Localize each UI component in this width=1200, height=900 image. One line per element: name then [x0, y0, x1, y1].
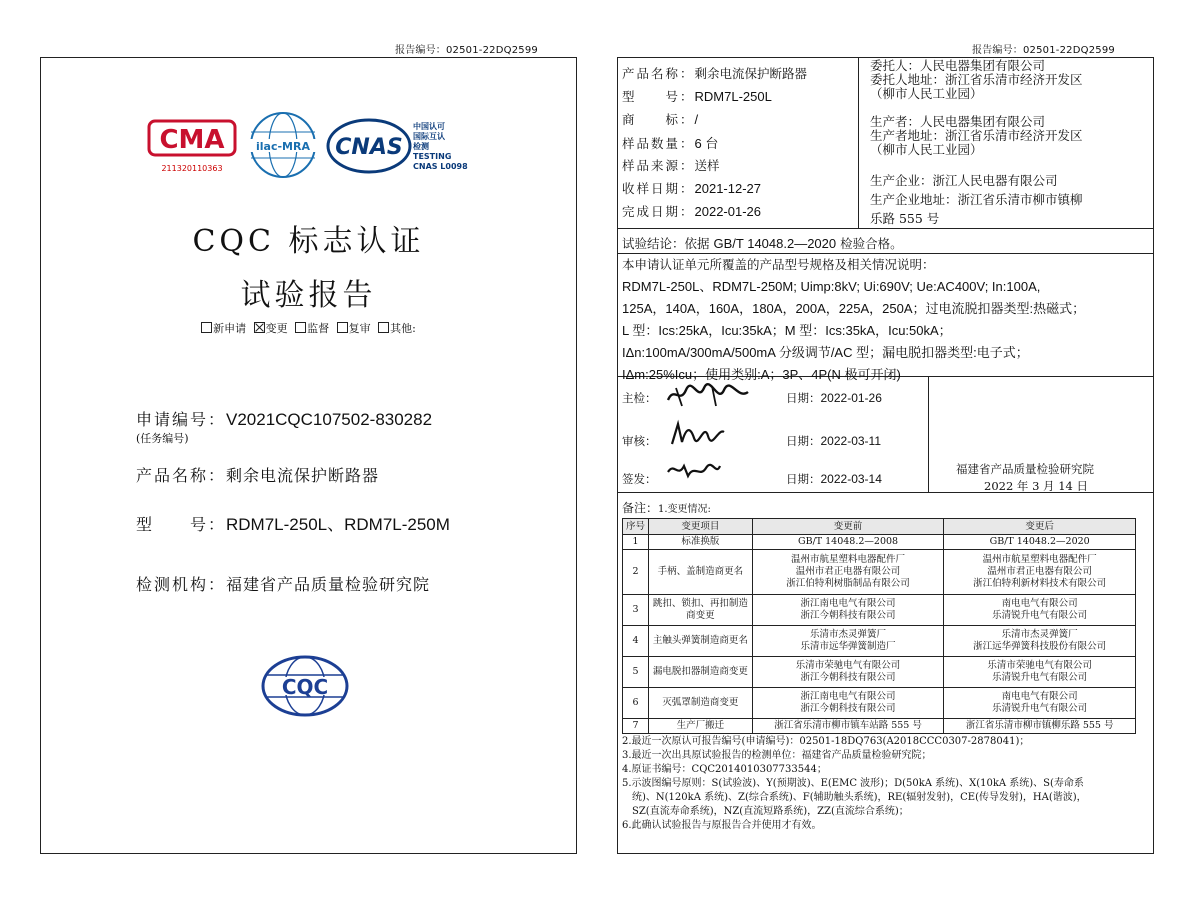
scope-line-2: 125A，140A，160A，180A，200A，225A，250A；过电流脱扣器类型:热磁式； [622, 301, 1086, 316]
model-value: RDM7L-250L、RDM7L-250M [226, 515, 450, 534]
note-line: 统)、N(120kA 系统)、Z(综合系统)、F(辅助触头系统)，RE(辐射发射)，CE(传导发射)，HA(谐波)， [622, 792, 1087, 803]
client-info [870, 59, 1083, 101]
product-name: 剩余电流保护断路器 [694, 66, 808, 81]
cell-item: 手柄、盖制造商更名 [648, 550, 752, 595]
client-address: 委托人地址：浙江省乐清市经济开发区 [870, 72, 1083, 87]
factory-info [870, 171, 1083, 228]
right-report-number: 报告编号：02501-22DQ2599 [972, 45, 1115, 56]
remarks-notes [622, 735, 1087, 833]
cell-item: 灭弧罩制造商变更 [648, 688, 752, 719]
cell-before: 浙江南电电气有限公司 浙江今朝科技有限公司 [752, 595, 944, 626]
trademark: / [694, 112, 699, 127]
issuer-signature [664, 458, 724, 488]
cell-before: 浙江南电电气有限公司 浙江今朝科技有限公司 [752, 688, 944, 719]
table-row [623, 595, 1136, 626]
model-row: 型 号：RDM7L-250L [622, 89, 772, 104]
test-conclusion: 试验结论：依据 GB/T 14048.2—2020 检验合格。 [622, 236, 903, 251]
checkbox-other[interactable]: 其他: [378, 320, 416, 336]
testing-lab-value: 福建省产品质量检验研究院 [226, 575, 431, 594]
application-number-value: V2021CQC107502-830282 [226, 410, 433, 429]
note-line: 3.最近一次出具原试验报告的检测单位：福建省产品质量检验研究院； [622, 750, 932, 761]
remarks-header: 备注：1.变更情况: [622, 501, 711, 515]
cell-no: 1 [623, 535, 649, 550]
received-date-row: 收样日期：2021-12-27 [622, 181, 762, 196]
producer-address: 生产者地址：浙江省乐清市经济开发区 [870, 128, 1083, 143]
scope-title: 本申请认证单元所覆盖的产品型号规格及相关情况说明： [622, 257, 935, 272]
cma-code: 211320110363 [161, 164, 223, 173]
table-row [623, 535, 1136, 550]
note-line: 2.最近一次原认可报告编号(申请编号)：02501-18DQ763(A2018CCC0307-2878041)； [622, 736, 1030, 747]
cnas-text: 中国认可 国际互认 检测 TESTING CNAS L0098 [413, 122, 468, 171]
cover-page [40, 57, 577, 854]
scope-description [622, 254, 1085, 386]
application-number-label: 申请编号： [136, 410, 227, 429]
details-page [617, 57, 1154, 854]
cell-after: 乐清市荣驰电气有限公司 乐清锐升电气有限公司 [944, 657, 1136, 688]
reviewer-signature [668, 418, 728, 452]
cell-no: 2 [623, 550, 649, 595]
application-number-field [136, 407, 432, 430]
product-name-value: 剩余电流保护断路器 [226, 466, 380, 485]
cell-after: 乐清市杰灵弹簧厂 浙江远华弹簧科技股份有限公司 [944, 626, 1136, 657]
scope-line-5: IΔm:25%Icu；使用类别:A；3P、4P(N 极可开闭) [622, 367, 901, 382]
col-item: 变更项目 [648, 519, 752, 535]
report-type-checkboxes [41, 320, 576, 336]
cell-item: 漏电脱扣器制造商变更 [648, 657, 752, 688]
issuer-date: 日期：2022-03-14 [786, 472, 882, 486]
product-name-row: 产品名称：剩余电流保护断路器 [622, 66, 808, 81]
cell-no: 4 [623, 626, 649, 657]
testing-lab-label: 检测机构： [136, 575, 227, 594]
institute-name: 福建省产品质量检验研究院 [956, 462, 1094, 476]
client-name: 委托人：人民电器集团有限公司 [870, 58, 1046, 73]
completed-date: 2022-01-26 [694, 204, 762, 219]
model-label: 型 号： [136, 515, 227, 534]
product-name-label: 产品名称： [136, 466, 227, 485]
col-before: 变更前 [752, 519, 944, 535]
factory-address: 生产企业地址：浙江省乐清市柳市镇柳 [870, 192, 1083, 207]
col-after: 变更后 [944, 519, 1136, 535]
cell-after: GB/T 14048.2—2020 [944, 535, 1136, 550]
testing-lab-field [136, 572, 430, 595]
trademark-row: 商 标：/ [622, 112, 699, 127]
sample-qty-row: 样品数量：6 台 [622, 136, 719, 151]
cell-no: 6 [623, 688, 649, 719]
reviewer-date: 日期：2022-03-11 [786, 434, 881, 448]
issuer-label: 签发： [622, 472, 657, 486]
cell-item: 跳扣、锁扣、再扣制造商变更 [648, 595, 752, 626]
inspector-label: 主检： [622, 391, 657, 405]
inspector-signature [664, 380, 754, 414]
completed-date-row: 完成日期：2022-01-26 [622, 204, 762, 219]
svg-text:ilac-MRA: ilac-MRA [256, 140, 310, 153]
table-row [623, 626, 1136, 657]
cell-before: 乐清市杰灵弹簧厂 乐清市远华弹簧制造厂 [752, 626, 944, 657]
cell-no: 5 [623, 657, 649, 688]
checkbox-supervision[interactable]: 监督 [295, 320, 329, 336]
svg-text:CQC: CQC [281, 675, 329, 699]
left-report-number: 报告编号：02501-22DQ2599 [395, 45, 538, 56]
note-line: 6.此确认试验报告与原报告合并使用才有效。 [622, 820, 822, 831]
col-no: 序号 [623, 519, 649, 535]
cnas-logo [326, 118, 412, 178]
logo-row [41, 110, 576, 190]
sample-qty: 6 台 [694, 136, 719, 151]
sample-source: 送样 [694, 158, 720, 173]
cell-before: GB/T 14048.2—2008 [752, 535, 944, 550]
table-row [623, 657, 1136, 688]
note-line: 5.示波图编号原则：S(试验波)、Y(预期波)、E(EMC 波形)；D(50kA 系统)、X(10kA 系统)、S(寿命系 [622, 778, 1084, 789]
sample-source-row: 样品来源：送样 [622, 158, 720, 173]
producer-info [870, 115, 1083, 157]
note-line: 4.原证书编号：CQC2014010307733544； [622, 764, 827, 775]
client-address-2: （柳市人民工业园） [870, 86, 983, 101]
issue-date: 2022 年 3 月 14 日 [984, 479, 1088, 493]
cell-no: 7 [623, 719, 649, 734]
scope-line-4: IΔn:100mA/300mA/500mA 分级调节/AC 型；漏电脱扣器类型:电子式； [622, 345, 1029, 360]
cell-item: 标准换版 [648, 535, 752, 550]
scope-line-1: RDM7L-250L、RDM7L-250M; Uimp:8kV; Ui:690V; Ue:AC400V; In:100A, [622, 279, 1041, 294]
task-number-label: (任务编号) [136, 432, 189, 445]
product-name-field [136, 463, 379, 486]
producer-name: 生产者：人民电器集团有限公司 [870, 114, 1046, 129]
cell-item: 生产厂搬迁 [648, 719, 752, 734]
ilac-mra-logo [243, 110, 323, 180]
table-row [623, 719, 1136, 734]
received-date: 2021-12-27 [694, 181, 762, 196]
model: RDM7L-250L [694, 89, 772, 104]
svg-text:CMA: CMA [159, 125, 225, 155]
cell-after: 温州市航星塑料电器配件厂 温州市君正电器有限公司 浙江伯特利新材料技术有限公司 [944, 550, 1136, 595]
cell-after: 浙江省乐清市柳市镇柳乐路 555 号 [944, 719, 1136, 734]
table-row [623, 550, 1136, 595]
inspector-date: 日期：2022-01-26 [786, 391, 882, 405]
cell-no: 3 [623, 595, 649, 626]
reviewer-label: 审核： [622, 434, 657, 448]
cell-item: 主触头弹簧制造商更名 [648, 626, 752, 657]
cell-before: 温州市航星塑料电器配件厂 温州市君正电器有限公司 浙江伯特利树脂制品有限公司 [752, 550, 944, 595]
cell-after: 南电电气有限公司 乐清锐升电气有限公司 [944, 595, 1136, 626]
cqc-logo [261, 655, 349, 717]
table-row [623, 688, 1136, 719]
change-table [622, 518, 1136, 734]
producer-address-2: （柳市人民工业园） [870, 142, 983, 157]
scope-line-3: L 型：Ics:25kA，Icu:35kA；M 型：Ics:35kA，Icu:50kA； [622, 323, 952, 338]
checkbox-change[interactable]: 变更 [254, 320, 288, 336]
report-title: CQC 标志认证 [192, 224, 425, 259]
model-field [136, 510, 450, 535]
cma-logo [147, 118, 237, 173]
factory-name: 生产企业：浙江人民电器有限公司 [870, 173, 1058, 188]
cell-after: 南电电气有限公司 乐清锐升电气有限公司 [944, 688, 1136, 719]
checkbox-new[interactable]: 新申请 [201, 320, 246, 336]
checkbox-review[interactable]: 复审 [337, 320, 371, 336]
note-line: SZ(直流寿命系统)，NZ(直流短路系统)，ZZ(直流综合系统)； [622, 806, 909, 817]
cell-before: 浙江省乐清市柳市镇车站路 555 号 [752, 719, 944, 734]
factory-address-2: 乐路 555 号 [870, 211, 940, 226]
cell-before: 乐清市荣驰电气有限公司 浙江今朝科技有限公司 [752, 657, 944, 688]
svg-text:CNAS: CNAS [335, 135, 403, 160]
report-subtitle: 试验报告 [240, 278, 377, 313]
